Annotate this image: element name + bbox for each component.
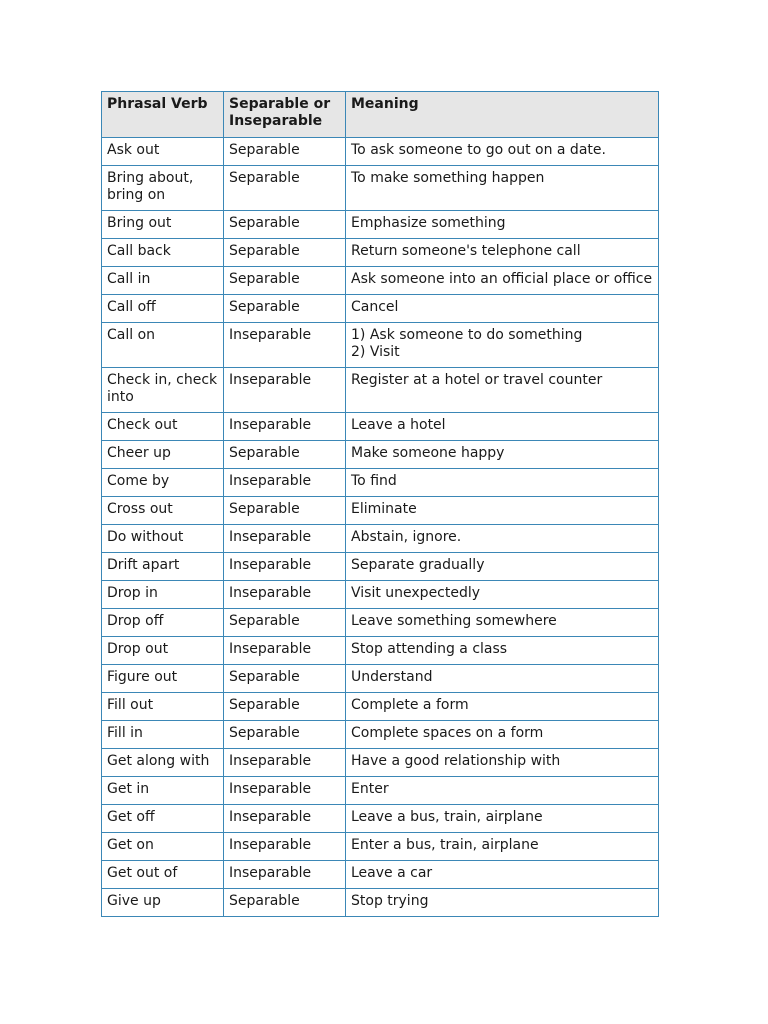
phrasal-verb-cell: Come by: [102, 469, 224, 497]
phrasal-verb-cell: Get off: [102, 805, 224, 833]
header-phrasal-verb: Phrasal Verb: [102, 92, 224, 138]
separability-cell: Separable: [224, 239, 346, 267]
phrasal-verb-cell: Ask out: [102, 138, 224, 166]
meaning-cell: Visit unexpectedly: [346, 581, 659, 609]
phrasal-verbs-table: [101, 91, 659, 917]
table-row: [102, 295, 659, 323]
separability-cell: Inseparable: [224, 777, 346, 805]
meaning-cell: Make someone happy: [346, 441, 659, 469]
separability-cell: Inseparable: [224, 805, 346, 833]
separability-cell: Separable: [224, 441, 346, 469]
table-row: [102, 469, 659, 497]
meaning-cell: Cancel: [346, 295, 659, 323]
table-row: [102, 138, 659, 166]
meaning-cell: Stop attending a class: [346, 637, 659, 665]
separability-cell: Separable: [224, 211, 346, 239]
table-row: [102, 833, 659, 861]
separability-cell: Inseparable: [224, 368, 346, 413]
separability-cell: Separable: [224, 693, 346, 721]
table-row: [102, 777, 659, 805]
phrasal-verb-cell: Drift apart: [102, 553, 224, 581]
meaning-cell: Return someone's telephone call: [346, 239, 659, 267]
table-row: [102, 553, 659, 581]
meaning-cell: Leave a car: [346, 861, 659, 889]
table-header-row: [102, 92, 659, 138]
phrasal-verb-cell: Fill out: [102, 693, 224, 721]
table-row: [102, 637, 659, 665]
phrasal-verb-cell: Drop out: [102, 637, 224, 665]
phrasal-verb-cell: Call back: [102, 239, 224, 267]
phrasal-verb-cell: Give up: [102, 889, 224, 917]
separability-cell: Separable: [224, 609, 346, 637]
meaning-cell: To find: [346, 469, 659, 497]
phrasal-verb-cell: Drop in: [102, 581, 224, 609]
table-row: [102, 581, 659, 609]
separability-cell: Separable: [224, 497, 346, 525]
phrasal-verb-cell: Get out of: [102, 861, 224, 889]
meaning-cell: Leave a hotel: [346, 413, 659, 441]
separability-cell: Separable: [224, 665, 346, 693]
phrasal-verb-cell: Figure out: [102, 665, 224, 693]
separability-cell: Separable: [224, 267, 346, 295]
separability-cell: Inseparable: [224, 469, 346, 497]
meaning-cell: To ask someone to go out on a date.: [346, 138, 659, 166]
meaning-cell: Leave a bus, train, airplane: [346, 805, 659, 833]
separability-cell: Inseparable: [224, 749, 346, 777]
meaning-cell: 1) Ask someone to do something 2) Visit: [346, 323, 659, 368]
phrasal-verb-cell: Fill in: [102, 721, 224, 749]
meaning-cell: Ask someone into an official place or office: [346, 267, 659, 295]
meaning-cell: Complete a form: [346, 693, 659, 721]
phrasal-verb-cell: Drop off: [102, 609, 224, 637]
phrasal-verb-cell: Call off: [102, 295, 224, 323]
separability-cell: Separable: [224, 721, 346, 749]
phrasal-verb-cell: Call on: [102, 323, 224, 368]
phrasal-verb-cell: Check out: [102, 413, 224, 441]
table-row: [102, 749, 659, 777]
phrasal-verb-cell: Get in: [102, 777, 224, 805]
header-meaning: Meaning: [346, 92, 659, 138]
table-row: [102, 609, 659, 637]
separability-cell: Inseparable: [224, 581, 346, 609]
meaning-cell: Abstain, ignore.: [346, 525, 659, 553]
separability-cell: Inseparable: [224, 323, 346, 368]
separability-cell: Inseparable: [224, 413, 346, 441]
meaning-cell: Separate gradually: [346, 553, 659, 581]
phrasal-verb-cell: Cross out: [102, 497, 224, 525]
meaning-cell: Have a good relationship with: [346, 749, 659, 777]
phrasal-verb-cell: Call in: [102, 267, 224, 295]
table-row: [102, 721, 659, 749]
table-row: [102, 368, 659, 413]
table-row: [102, 413, 659, 441]
phrasal-verb-cell: Get on: [102, 833, 224, 861]
meaning-cell: Emphasize something: [346, 211, 659, 239]
table-row: [102, 805, 659, 833]
phrasal-verb-cell: Get along with: [102, 749, 224, 777]
header-separability: Separable or Inseparable: [224, 92, 346, 138]
meaning-cell: Register at a hotel or travel counter: [346, 368, 659, 413]
table-row: [102, 693, 659, 721]
phrasal-verb-cell: Do without: [102, 525, 224, 553]
table-row: [102, 525, 659, 553]
meaning-cell: Leave something somewhere: [346, 609, 659, 637]
meaning-cell: Complete spaces on a form: [346, 721, 659, 749]
table-row: [102, 441, 659, 469]
meaning-cell: Enter a bus, train, airplane: [346, 833, 659, 861]
separability-cell: Inseparable: [224, 861, 346, 889]
table-row: [102, 889, 659, 917]
separability-cell: Separable: [224, 138, 346, 166]
table-row: [102, 211, 659, 239]
separability-cell: Inseparable: [224, 553, 346, 581]
phrasal-verb-cell: Check in, check into: [102, 368, 224, 413]
separability-cell: Separable: [224, 166, 346, 211]
separability-cell: Separable: [224, 295, 346, 323]
table-row: [102, 166, 659, 211]
separability-cell: Separable: [224, 889, 346, 917]
phrasal-verb-cell: Cheer up: [102, 441, 224, 469]
meaning-cell: Eliminate: [346, 497, 659, 525]
table-row: [102, 267, 659, 295]
meaning-cell: To make something happen: [346, 166, 659, 211]
separability-cell: Inseparable: [224, 833, 346, 861]
separability-cell: Inseparable: [224, 637, 346, 665]
separability-cell: Inseparable: [224, 525, 346, 553]
table-row: [102, 861, 659, 889]
table-row: [102, 497, 659, 525]
phrasal-verb-cell: Bring about, bring on: [102, 166, 224, 211]
table-row: [102, 239, 659, 267]
phrasal-verb-cell: Bring out: [102, 211, 224, 239]
meaning-cell: Enter: [346, 777, 659, 805]
table-row: [102, 323, 659, 368]
meaning-cell: Understand: [346, 665, 659, 693]
table-row: [102, 665, 659, 693]
meaning-cell: Stop trying: [346, 889, 659, 917]
